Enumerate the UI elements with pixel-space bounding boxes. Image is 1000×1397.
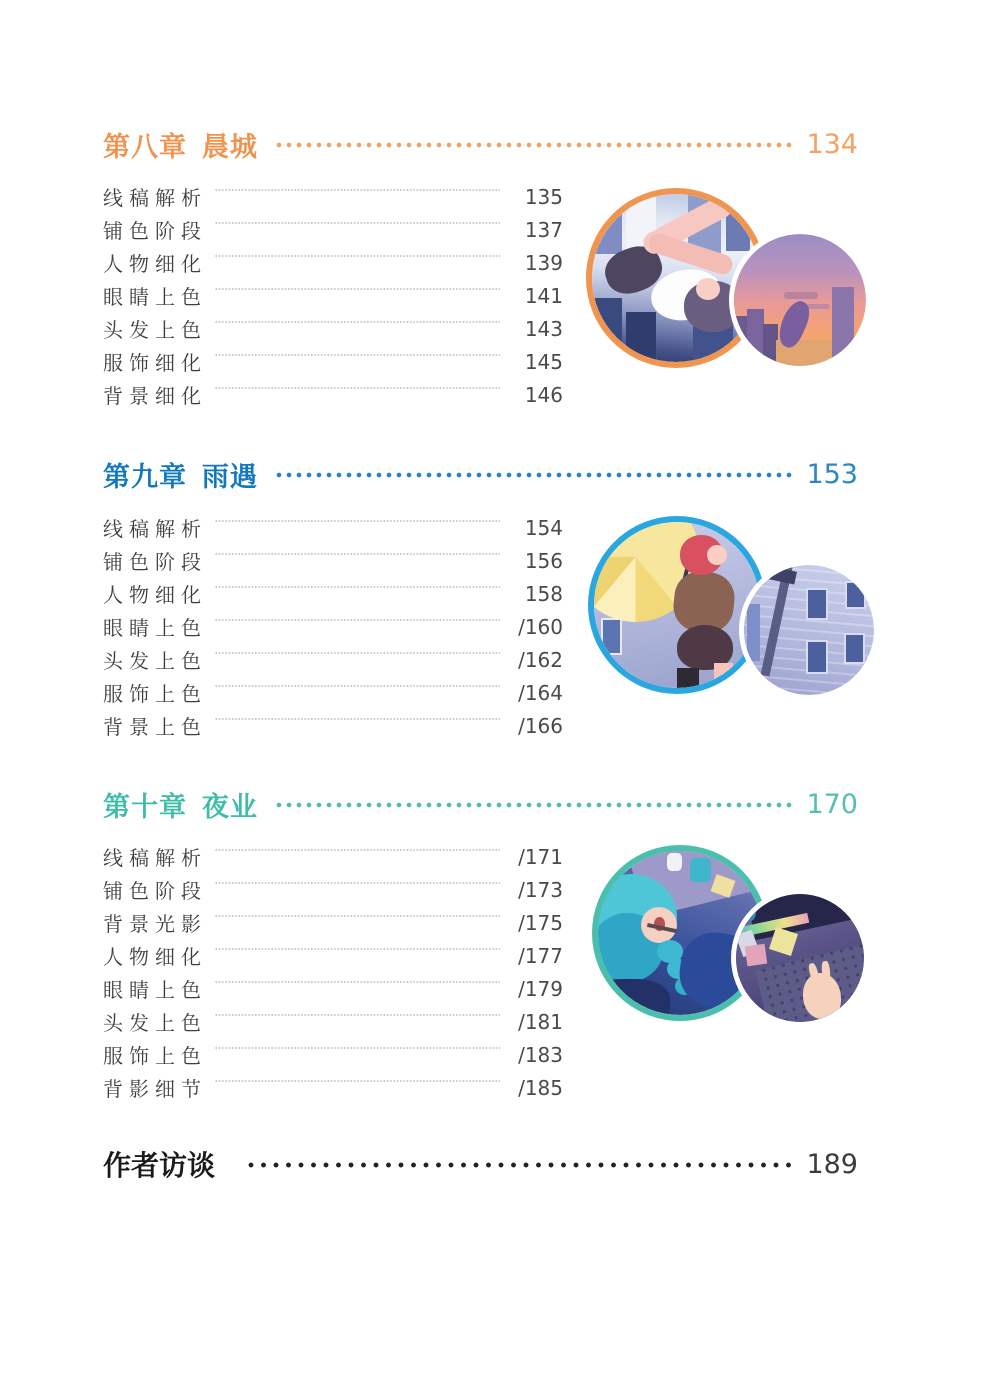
author-interview-dotted-leader	[245, 1150, 796, 1180]
toc-item-label: 头发上色	[103, 649, 207, 673]
toc-item-page: /173	[518, 877, 563, 902]
toc-item	[103, 511, 563, 544]
toc-item	[103, 246, 563, 279]
toc-item	[103, 676, 563, 709]
chapter-9-illustration-main	[588, 516, 766, 694]
chapter-9-dotted-leader	[274, 460, 797, 490]
toc-item	[103, 213, 563, 246]
item-dotted-leader	[215, 882, 500, 884]
chapter-8-dotted-leader	[274, 130, 797, 160]
toc-item-label: 头发上色	[103, 318, 207, 342]
chapter-10-dotted-leader	[274, 790, 797, 820]
toc-item	[103, 906, 563, 939]
chapter-8-header	[103, 126, 858, 162]
item-dotted-leader	[215, 387, 500, 389]
toc-item-page: /181	[518, 1009, 563, 1034]
author-interview-row	[103, 1146, 858, 1182]
toc-item-page: 154	[524, 515, 563, 540]
toc-item-label: 服饰细化	[103, 351, 207, 375]
chapter-10-header	[103, 786, 858, 822]
toc-item-page: /179	[518, 976, 563, 1001]
toc-item-label: 背影细节	[103, 1077, 207, 1101]
toc-item	[103, 709, 563, 742]
item-dotted-leader	[215, 981, 500, 983]
chapter-10-illustration-detail	[731, 889, 869, 1027]
item-dotted-leader	[215, 915, 500, 917]
chapter-8-name: 晨城	[201, 131, 258, 163]
chapter-8-number: 第八章	[103, 131, 187, 163]
toc-item	[103, 643, 563, 676]
toc-item	[103, 180, 563, 213]
toc-item-page: /166	[518, 713, 563, 738]
toc-item-label: 线稿解析	[103, 517, 207, 541]
toc-item-page: 139	[524, 250, 563, 275]
toc-item-label: 眼睛上色	[103, 285, 207, 309]
chapter-9-title	[103, 455, 258, 494]
toc-item	[103, 1005, 563, 1038]
item-dotted-leader	[215, 321, 500, 323]
item-dotted-leader	[215, 619, 500, 621]
toc-item-label: 人物细化	[103, 252, 207, 276]
toc-item	[103, 939, 563, 972]
toc-item	[103, 345, 563, 378]
chapter-8-page-number: 134	[806, 128, 858, 160]
item-dotted-leader	[215, 1047, 500, 1049]
chapter-9-item-list	[103, 511, 563, 742]
toc-item	[103, 312, 563, 345]
item-dotted-leader	[215, 849, 500, 851]
toc-item-label: 背景光影	[103, 912, 207, 936]
toc-item-page: 143	[524, 316, 563, 341]
item-dotted-leader	[215, 255, 500, 257]
toc-item	[103, 840, 563, 873]
toc-item-label: 线稿解析	[103, 846, 207, 870]
item-dotted-leader	[215, 189, 500, 191]
toc-item-label: 人物细化	[103, 583, 207, 607]
chapter-9-header	[103, 456, 858, 492]
item-dotted-leader	[215, 948, 500, 950]
toc-item-page: 145	[524, 349, 563, 374]
chapter-8-illustration-detail	[729, 229, 871, 371]
sunset-skyline-illustration	[734, 234, 866, 366]
toc-item-page: /177	[518, 943, 563, 968]
chapter-9-page-number: 153	[806, 458, 858, 490]
item-dotted-leader	[215, 1014, 500, 1016]
toc-item-page: 156	[524, 548, 563, 573]
author-interview-title: 作者访谈	[103, 1149, 216, 1182]
rain-umbrella-girl-illustration	[594, 522, 760, 688]
item-dotted-leader	[215, 586, 500, 588]
chapter-9-illustration-detail	[739, 560, 879, 700]
chapter-10-number: 第十章	[103, 791, 187, 823]
toc-item-page: 158	[524, 581, 563, 606]
item-dotted-leader	[215, 288, 500, 290]
toc-item-label: 铺色阶段	[103, 550, 207, 574]
toc-item-page: /164	[518, 680, 563, 705]
toc-item-page: 135	[524, 184, 563, 209]
item-dotted-leader	[215, 652, 500, 654]
toc-item-label: 头发上色	[103, 1011, 207, 1035]
toc-item-label: 眼睛上色	[103, 616, 207, 640]
toc-item	[103, 279, 563, 312]
toc-item-page: 146	[524, 382, 563, 407]
toc-item-label: 服饰上色	[103, 682, 207, 706]
item-dotted-leader	[215, 685, 500, 687]
chapter-8-title	[103, 125, 258, 164]
toc-item-page: /183	[518, 1042, 563, 1067]
chapter-10-item-list	[103, 840, 563, 1104]
keyboard-hand-illustration	[736, 894, 864, 1022]
toc-item	[103, 577, 563, 610]
item-dotted-leader	[215, 520, 500, 522]
toc-item-page: /162	[518, 647, 563, 672]
toc-item	[103, 378, 563, 411]
toc-item-page: /160	[518, 614, 563, 639]
toc-item	[103, 873, 563, 906]
building-facade-illustration	[744, 565, 874, 695]
toc-item-page: /175	[518, 910, 563, 935]
toc-item-label: 背景细化	[103, 384, 207, 408]
toc-item-label: 服饰上色	[103, 1044, 207, 1068]
item-dotted-leader	[215, 553, 500, 555]
toc-item-label: 铺色阶段	[103, 879, 207, 903]
toc-item-page: 141	[524, 283, 563, 308]
toc-item-page: /185	[518, 1075, 563, 1100]
toc-item-label: 眼睛上色	[103, 978, 207, 1002]
chapter-8-item-list	[103, 180, 563, 411]
item-dotted-leader	[215, 718, 500, 720]
toc-item-page: /171	[518, 844, 563, 869]
chapter-10-page-number: 170	[806, 788, 858, 820]
chapter-10-title	[103, 785, 258, 824]
toc-item	[103, 544, 563, 577]
item-dotted-leader	[215, 222, 500, 224]
item-dotted-leader	[215, 1080, 500, 1082]
toc-item-label: 铺色阶段	[103, 219, 207, 243]
toc-item-page: 137	[524, 217, 563, 242]
chapter-10-name: 夜业	[201, 791, 258, 823]
toc-item	[103, 610, 563, 643]
author-interview-page-number: 189	[806, 1148, 858, 1180]
toc-item-label: 人物细化	[103, 945, 207, 969]
toc-item-label: 线稿解析	[103, 186, 207, 210]
chapter-9-name: 雨遇	[201, 461, 258, 493]
toc-item-label: 背景上色	[103, 715, 207, 739]
item-dotted-leader	[215, 354, 500, 356]
toc-item	[103, 972, 563, 1005]
toc-item	[103, 1071, 563, 1104]
toc-item	[103, 1038, 563, 1071]
chapter-9-number: 第九章	[103, 461, 187, 493]
